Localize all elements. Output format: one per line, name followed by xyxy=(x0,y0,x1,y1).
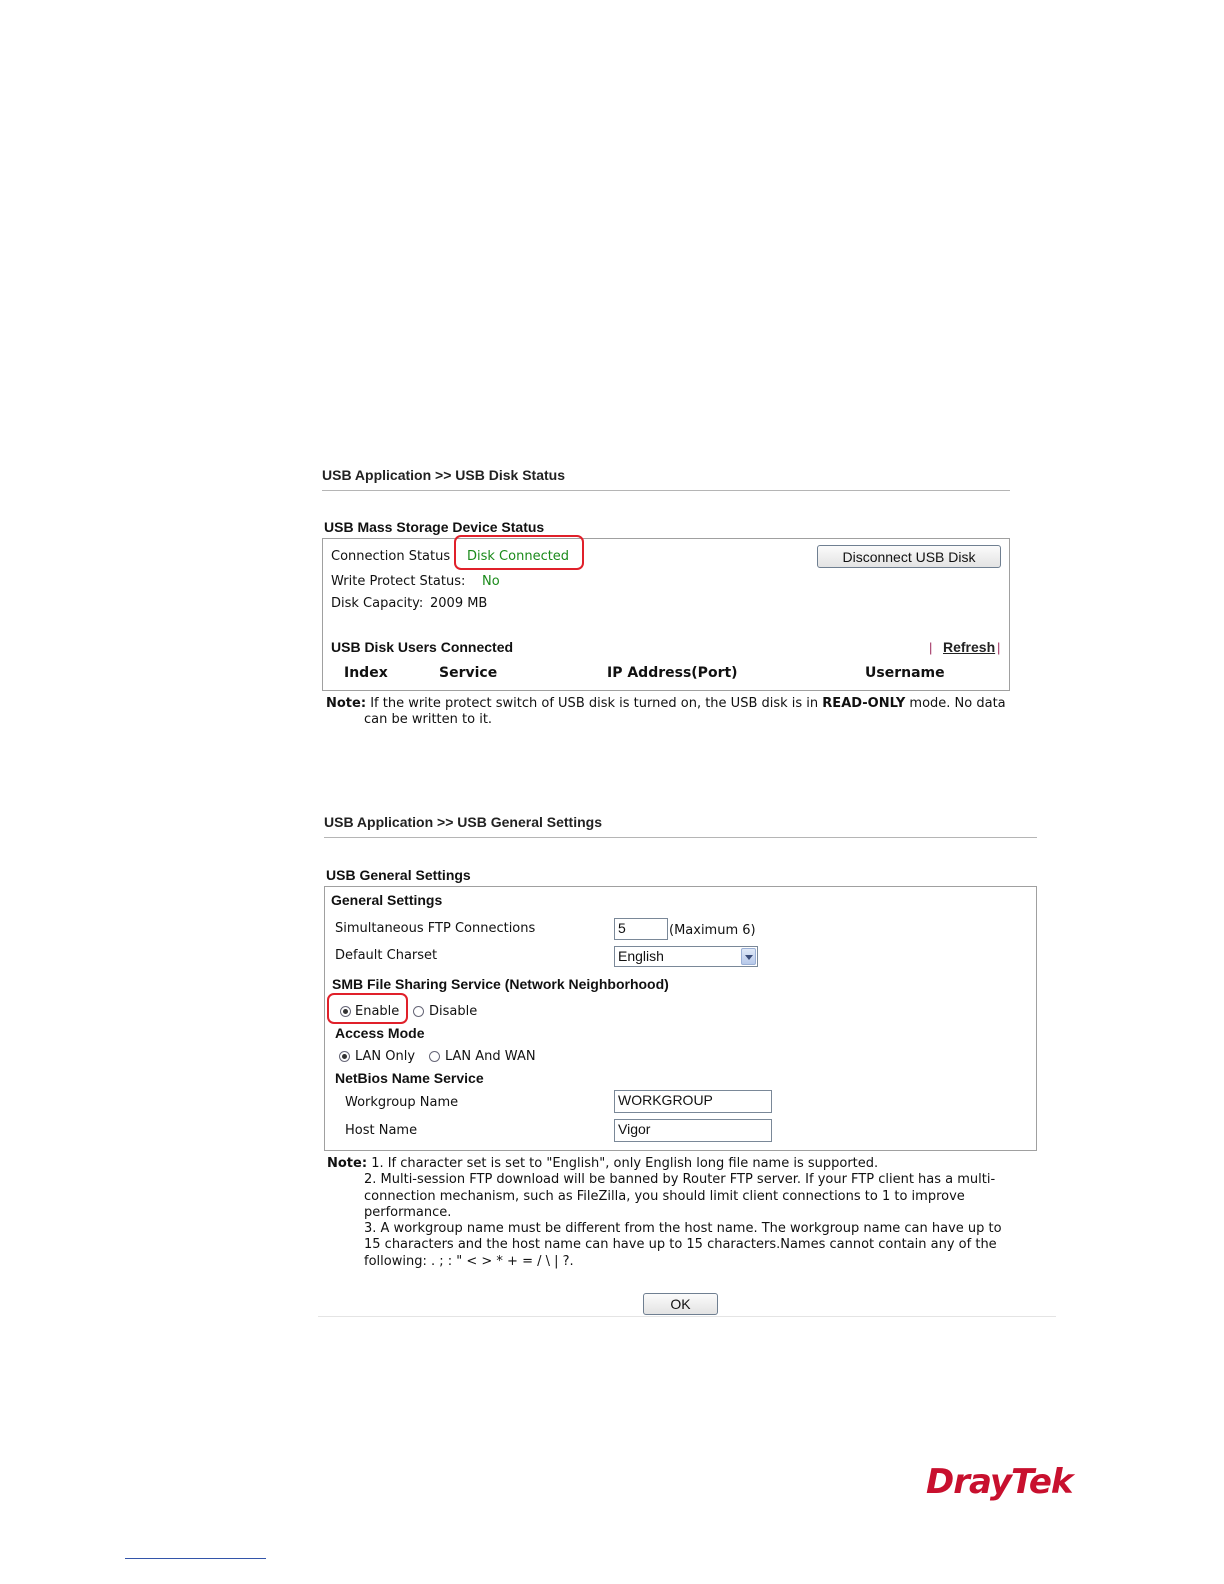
access-lan-only-radio[interactable] xyxy=(339,1051,350,1062)
connection-status-label: Connection Status xyxy=(331,549,451,564)
refresh-pipe-right: | xyxy=(997,640,1001,655)
smb-disable-option[interactable] xyxy=(413,1004,483,1020)
default-charset-select[interactable] xyxy=(614,946,758,967)
settings-note-label: Note: xyxy=(327,1156,368,1171)
status-note-line1-post: mode. No data xyxy=(905,696,1006,711)
status-note-label: Note: xyxy=(326,696,367,711)
settings-bottom-rule xyxy=(318,1316,1056,1317)
settings-note-line: 15 characters and the host name can have up to 15 characters.Names cannot contain any of the xyxy=(364,1237,997,1253)
smb-heading: SMB File Sharing Service (Network Neighborhood) xyxy=(332,976,669,992)
status-note-line1-pre: If the write protect switch of USB disk is turned on, the USB disk is in xyxy=(370,696,823,711)
ok-button[interactable]: OK xyxy=(643,1293,718,1315)
refresh-link[interactable]: Refresh xyxy=(943,639,996,655)
refresh-pipe-left: | xyxy=(929,640,933,655)
write-protect-value: No xyxy=(482,574,500,589)
default-charset-value: English xyxy=(618,948,664,964)
smb-enable-option[interactable] xyxy=(337,1004,403,1020)
smb-disable-label: Disable xyxy=(429,1004,478,1019)
write-protect-label: Write Protect Status: xyxy=(331,574,466,589)
disk-capacity-value: 2009 MB xyxy=(430,596,488,611)
settings-breadcrumb: USB Application >> USB General Settings xyxy=(324,814,602,830)
default-charset-label: Default Charset xyxy=(335,948,438,963)
column-header-index: Index xyxy=(344,665,388,681)
disconnect-usb-disk-button[interactable]: Disconnect USB Disk xyxy=(817,545,1001,568)
settings-note-line: performance. xyxy=(364,1204,452,1220)
access-lan-only-label: LAN Only xyxy=(355,1049,416,1064)
settings-breadcrumb-rule xyxy=(324,837,1037,838)
users-connected-title: USB Disk Users Connected xyxy=(331,639,514,655)
settings-panel xyxy=(324,886,1037,1151)
column-header-ip-address: IP Address(Port) xyxy=(607,665,738,681)
smb-enable-label: Enable xyxy=(355,1004,400,1019)
ftp-connections-input[interactable]: 5 xyxy=(614,918,668,940)
chevron-down-icon[interactable] xyxy=(741,948,756,965)
access-lan-only-option[interactable] xyxy=(339,1049,419,1065)
status-note-line2: can be written to it. xyxy=(364,712,493,728)
status-breadcrumb: USB Application >> USB Disk Status xyxy=(322,467,565,483)
disk-capacity-label: Disk Capacity: xyxy=(331,596,424,611)
footer-link-underline xyxy=(125,1558,266,1559)
ftp-connections-label: Simultaneous FTP Connections xyxy=(335,921,536,936)
access-mode-heading: Access Mode xyxy=(335,1025,425,1041)
settings-note-line: 2. Multi-session FTP download will be banned by Router FTP server. If your FTP client has a multi- xyxy=(364,1172,996,1188)
settings-note-line: 3. A workgroup name must be different from the host name. The workgroup name can have up to xyxy=(364,1221,1002,1237)
access-lan-wan-radio[interactable] xyxy=(429,1051,440,1062)
workgroup-name-input[interactable]: WORKGROUP xyxy=(614,1090,772,1113)
status-note xyxy=(326,696,1016,729)
status-panel xyxy=(322,538,1010,691)
status-note-line1-bold: READ-ONLY xyxy=(822,696,906,711)
column-header-service: Service xyxy=(439,665,498,681)
status-section-title: USB Mass Storage Device Status xyxy=(324,519,545,535)
access-lan-wan-option[interactable] xyxy=(429,1049,549,1065)
settings-note-line: connection mechanism, such as FileZilla, you should limit client connections to 1 to improve xyxy=(364,1188,965,1204)
ftp-connections-hint: (Maximum 6) xyxy=(669,923,756,938)
general-settings-heading: General Settings xyxy=(331,892,443,908)
host-name-input[interactable]: Vigor xyxy=(614,1119,772,1142)
netbios-heading: NetBios Name Service xyxy=(335,1070,484,1086)
access-lan-wan-label: LAN And WAN xyxy=(445,1049,536,1064)
connection-status-highlight xyxy=(454,535,584,570)
host-name-label: Host Name xyxy=(345,1123,418,1138)
column-header-username: Username xyxy=(865,665,945,681)
settings-note-line: following: . ; : " < > * + = / \ | ?. xyxy=(364,1253,574,1269)
workgroup-name-label: Workgroup Name xyxy=(345,1095,459,1110)
status-breadcrumb-rule xyxy=(322,490,1010,491)
settings-note-line: 1. If character set is set to "English", only English long file name is supported. xyxy=(371,1156,879,1171)
draytek-logo: DrayTek xyxy=(926,1462,1073,1502)
smb-disable-radio[interactable] xyxy=(413,1006,424,1017)
settings-section-title: USB General Settings xyxy=(326,867,471,883)
connection-status-value: Disk Connected xyxy=(467,549,570,564)
smb-enable-radio[interactable] xyxy=(340,1006,351,1017)
settings-note xyxy=(327,1156,1037,1270)
